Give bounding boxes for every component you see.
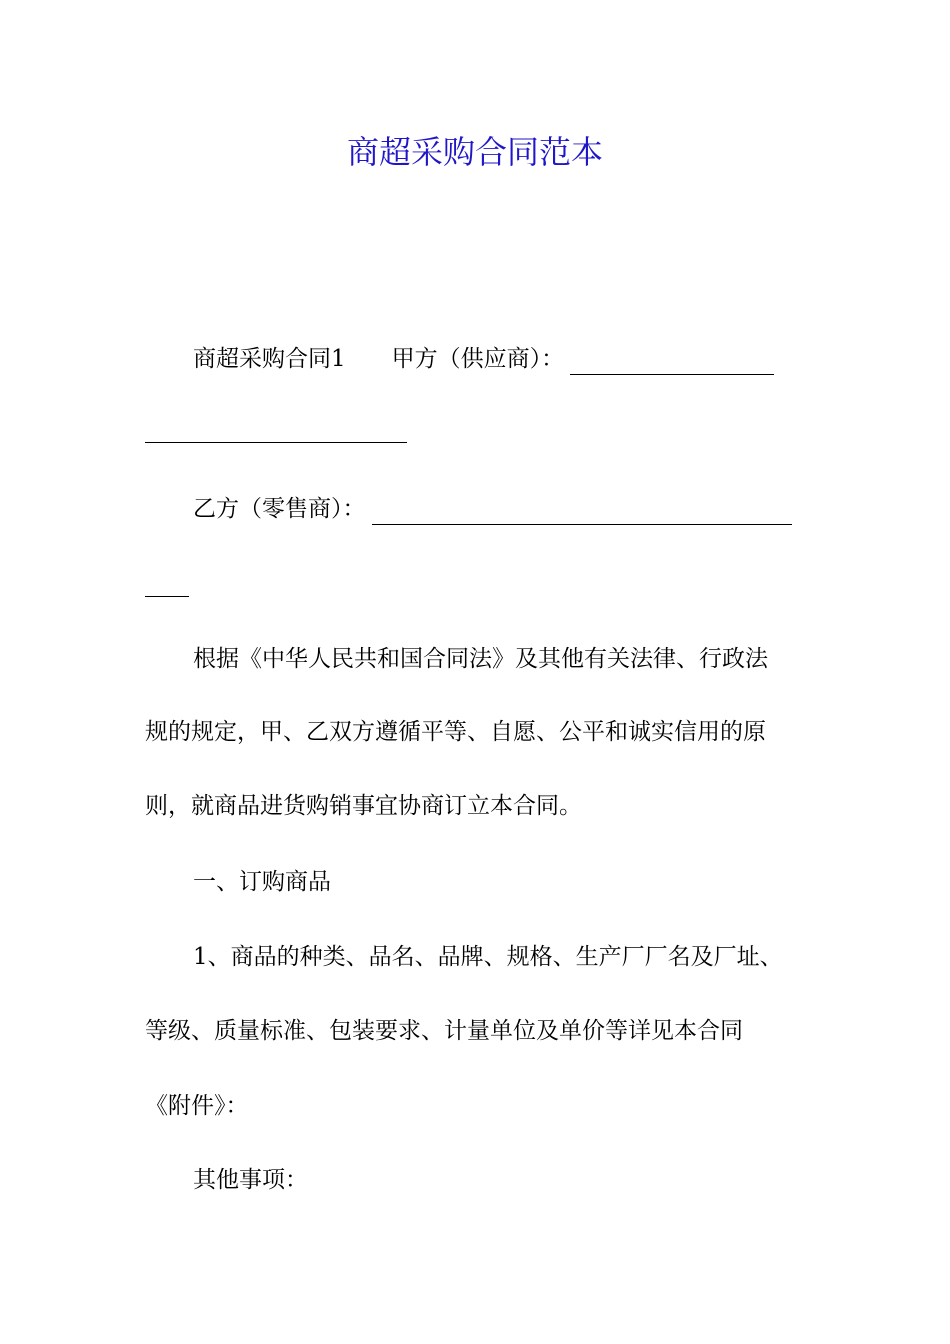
contract-heading: 商超采购合同1 xyxy=(193,346,346,372)
item-line: 《附件》： xyxy=(145,1093,249,1119)
party-a-label: 甲方（供应商）： xyxy=(391,346,565,372)
item-line: 1、商品的种类、品名、品牌、规格、生产厂厂名及厂址、 xyxy=(193,944,783,970)
blank-line xyxy=(145,421,407,443)
party-a-blank xyxy=(570,353,774,375)
item-line: 等级、质量标准、包装要求、计量单位及单价等详见本合同 xyxy=(145,1018,743,1044)
paragraph-line: 规的规定，甲、乙双方遵循平等、自愿、公平和诚实信用的原 xyxy=(145,719,766,745)
party-a-line xyxy=(193,343,807,375)
paragraph-line: 则，就商品进货购销事宜协商订立本合同。 xyxy=(145,793,582,819)
blank-line xyxy=(145,575,189,597)
party-b-blank xyxy=(372,503,792,525)
other-matters: 其他事项： xyxy=(193,1167,308,1193)
party-b-label: 乙方（零售商）： xyxy=(193,496,366,522)
document-title: 商超采购合同范本 xyxy=(346,133,603,171)
paragraph-line: 根据《中华人民共和国合同法》及其他有关法律、行政法 xyxy=(193,646,768,672)
section-heading: 一、订购商品 xyxy=(193,869,331,895)
party-b-blank-continuation xyxy=(145,574,807,606)
party-a-blank-continuation xyxy=(145,420,807,452)
party-b-line xyxy=(193,493,807,525)
